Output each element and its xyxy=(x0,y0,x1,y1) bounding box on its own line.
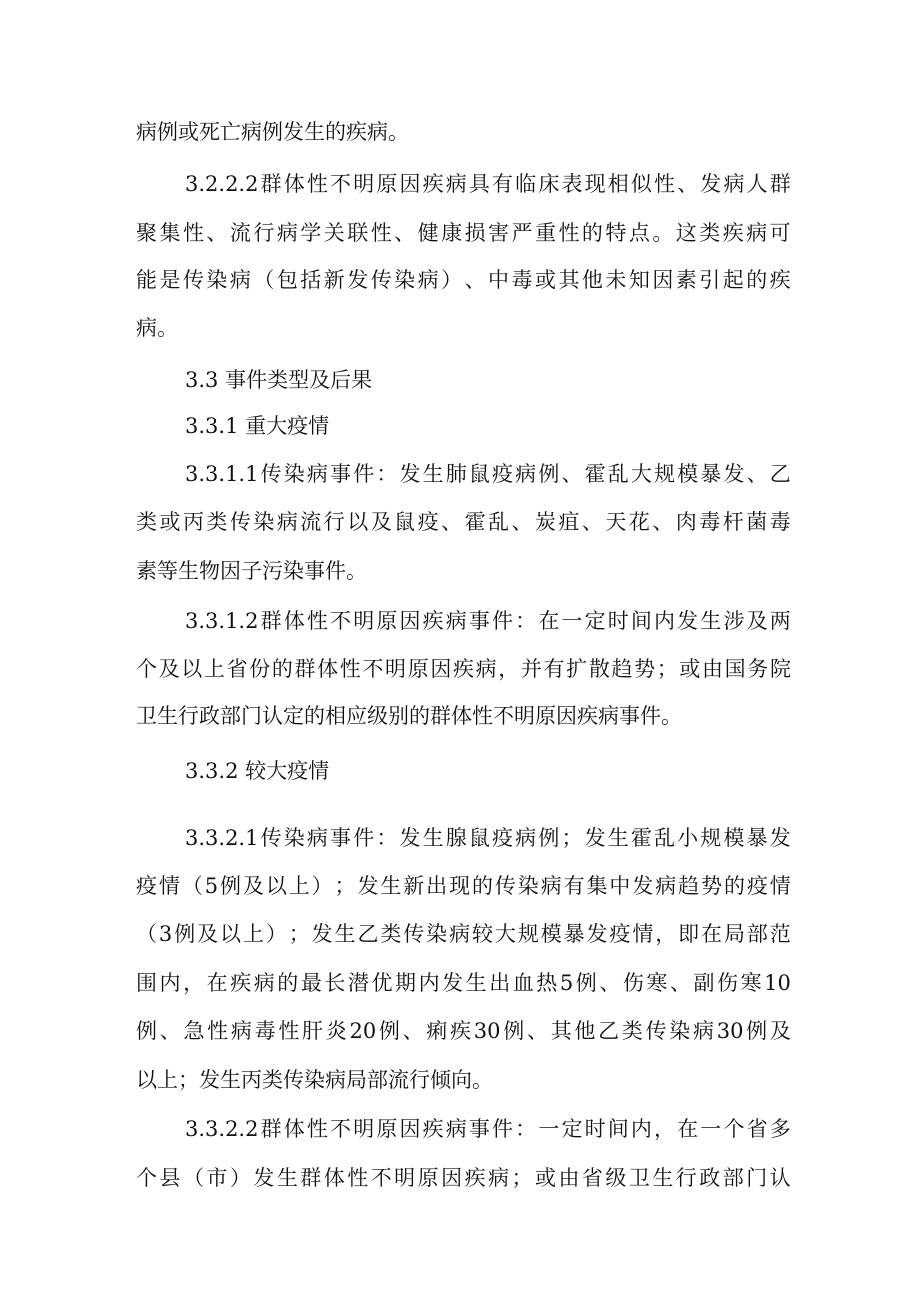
paragraph-line: 能 是 传 染 病 （ 包 括 新 发 传 染 病 ） 、 中 毒 或 其 他 未 知 因 素 引 起 的 疾 xyxy=(136,268,791,292)
paragraph-line: （ 3 例 及 以 上 ） ； 发 生 乙 类 传 染 病 较 大 规 模 暴 发 疫 情 ， 即 在 局 部 范 xyxy=(136,922,791,946)
paragraph-line: 个 县 （ 市 ） 发 生 群 体 性 不 明 原 因 疾 病 ； 或 由 省 级 卫 生 行 政 部 门 认 xyxy=(136,1166,791,1190)
paragraph-line: 素等生物因子污染事件。 xyxy=(136,559,367,583)
paragraph-line: 以上；发生丙类传染病局部流行倾向。 xyxy=(136,1068,493,1092)
paragraph-line: 卫生行政部门认定的相应级别的群体性不明原因疾病事件。 xyxy=(136,704,682,728)
paragraph-line: 3.3.2.1 传 染 病 事 件 ： 发 生 腺 鼠 疫 病 例 ； 发 生 霍 乱 小 规 模 暴 发 xyxy=(185,826,791,850)
subsection-heading: 3.3.2 较大疫情 xyxy=(185,759,330,783)
subsection-heading: 3.3.1 重大疫情 xyxy=(185,414,330,438)
paragraph-line: 围 内 ， 在 疾 病 的 最 长 潜 优 期 内 发 生 出 血 热 5 例 、 伤 寒 、 副 伤 寒 10 xyxy=(136,971,791,995)
paragraph-line: 病。 xyxy=(136,316,178,340)
paragraph-line: 3.3.1.2 群 体 性 不 明 原 因 疾 病 事 件 ： 在 一 定 时 间 内 发 生 涉 及 两 xyxy=(185,609,791,633)
section-heading: 3.3 事件类型及后果 xyxy=(185,368,373,392)
paragraph-line: 例 、 急 性 病 毒 性 肝 炎 20 例 、 痢 疾 30 例 、 其 他 乙 类 传 染 病 30 例 及 xyxy=(136,1019,791,1043)
paragraph-line: 3.3.1.1 传 染 病 事 件 ： 发 生 肺 鼠 疫 病 例 、 霍 乱 大 规 模 暴 发 、 乙 xyxy=(185,462,791,486)
paragraph-line: 个 及 以 上 省 份 的 群 体 性 不 明 原 因 疾 病 ， 并 有 扩 散 趋 势 ； 或 由 国 务 院 xyxy=(136,657,791,681)
paragraph-line: 3.3.2.2 群 体 性 不 明 原 因 疾 病 事 件 ： 一 定 时 间 内 ， 在 一 个 省 多 xyxy=(185,1117,791,1141)
paragraph-line: 类 或 丙 类 传 染 病 流 行 以 及 鼠 疫 、 霍 乱 、 炭 疽 、 天 花 、 肉 毒 杆 菌 毒 xyxy=(136,510,791,534)
paragraph-line: 疫 情 （ 5 例 及 以 上 ） ； 发 生 新 出 现 的 传 染 病 有 集 中 发 病 趋 势 的 疫 情 xyxy=(136,874,791,898)
paragraph-line: 病例或死亡病例发生的疾病。 xyxy=(136,120,409,144)
paragraph-line: 聚 集 性 、 流 行 病 学 关 联 性 、 健 康 损 害 严 重 性 的 特 点 。 这 类 疾 病 可 xyxy=(136,221,791,245)
paragraph-line: 3.2.2.2 群 体 性 不 明 原 因 疾 病 具 有 临 床 表 现 相 似 性 、 发 病 人 群 xyxy=(185,172,791,196)
